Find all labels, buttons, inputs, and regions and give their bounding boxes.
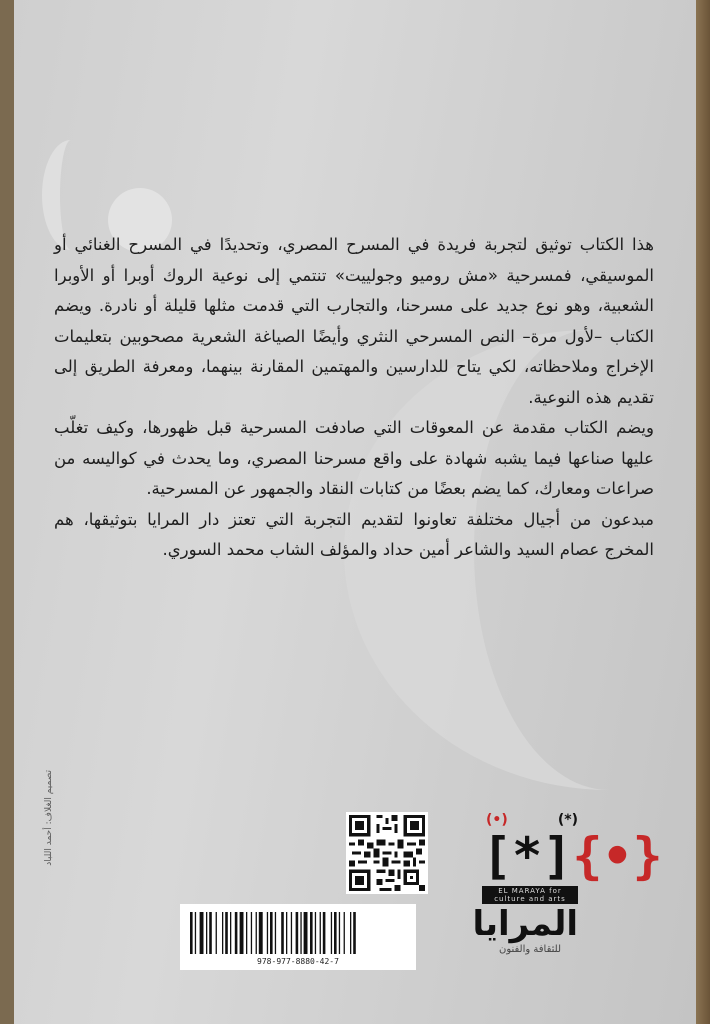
barcode-bars [188,912,408,954]
barcode-bar [331,912,332,954]
description-paragraph-3: مبدعون من أجيال مختلفة تعاونوا لتقديم التجربة التي تعتز دار المرايا بتوثيقها، هم المخرج عصام السيد والشاعر أمين حداد والمؤلف الشاب محمد السوري. [54,509,654,559]
barcode-bar [286,912,287,954]
barcode-bar [275,912,276,954]
logo-bracket-left: [*] [482,827,573,885]
barcode-bar [206,912,207,954]
barcode-bar [296,912,299,954]
barcode-bar [200,912,204,954]
barcode-bar [353,912,356,954]
barcode-bar [240,912,244,954]
barcode-bar [310,912,313,954]
background-edge [696,0,710,1024]
logo-bracket-right: {•} [572,827,663,885]
barcode-bar [344,912,345,954]
barcode-bar [270,912,273,954]
barcode-bar [320,912,321,954]
barcode-bar [334,912,337,954]
publisher-tagline: للثقافة والفنون [498,944,562,955]
barcode-bar [246,912,247,954]
barcode-bar [267,912,268,954]
description-paragraph-2: ويضم الكتاب مقدمة عن المعوقات التي صادفت المسرحية قبل ظهورها، وكيف تغلّب عليها صناعها فيما يشبه شهادة على واقع مسرحنا المصري، وما يحدث في كواليسه من صراعات ومعارك، كما يضم بعضًا من كتابات النقاد والجمهور عن المسرحية. [54,418,654,498]
barcode-bar [291,912,292,954]
description-paragraph-1: هذا الكتاب توثيق لتجربة فريدة في المسرح المصري، وتحديدًا في المسرح الغنائي أو الموسيقي، فمسرحية «مش روميو وجولييت» تنتمي إلى نوعية الروك أوبرا أو الأوبرا الشعبية، وهو نوع جديد على مسرحنا، والتجارب التي قدمت مثلها قليلة أو نادرة. ويضم الكتاب –لأول مرة– النص المسرحي النثري وأيضًا الصياغة الشعرية مصحوبين بتعليمات الإخراج وملاحظاته، لكي يتاح للدارسين والمهتمين المقارنة بينهما، ومعرفة الطريق إلى تقديم هذه النوعية. [54,235,654,407]
barcode-bar [230,912,231,954]
barcode-bar [339,912,340,954]
barcode-bar [216,912,217,954]
logo-mark-right: (*) [557,812,578,828]
barcode-bar [225,912,228,954]
barcode-bar [209,912,212,954]
cover-design-credit: تصميم الغلاف: أحمد اللباد [44,770,54,866]
qr-code-icon [346,812,428,894]
barcode-bar [256,912,257,954]
barcode-bar [195,912,196,954]
barcode-bar [350,912,351,954]
logo-mark-left: (•) [486,812,508,828]
publisher-logo [472,812,663,972]
barcode-bar [323,912,326,954]
barcode-bar [304,912,308,954]
barcode-bar [222,912,223,954]
book-description [54,230,654,566]
barcode-bar [300,912,301,954]
barcode-bar [251,912,252,954]
barcode-icon [180,904,416,970]
logo-band: EL MARAYA for culture and arts [482,886,578,904]
barcode-bar [315,912,316,954]
publisher-name: المرايا [472,904,578,944]
barcode-bar [235,912,238,954]
barcode-bar [259,912,263,954]
back-cover [14,0,698,1024]
barcode-bar [281,912,284,954]
isbn-number: 978-977-8880-42-7 [257,957,339,966]
barcode-bar [190,912,193,954]
